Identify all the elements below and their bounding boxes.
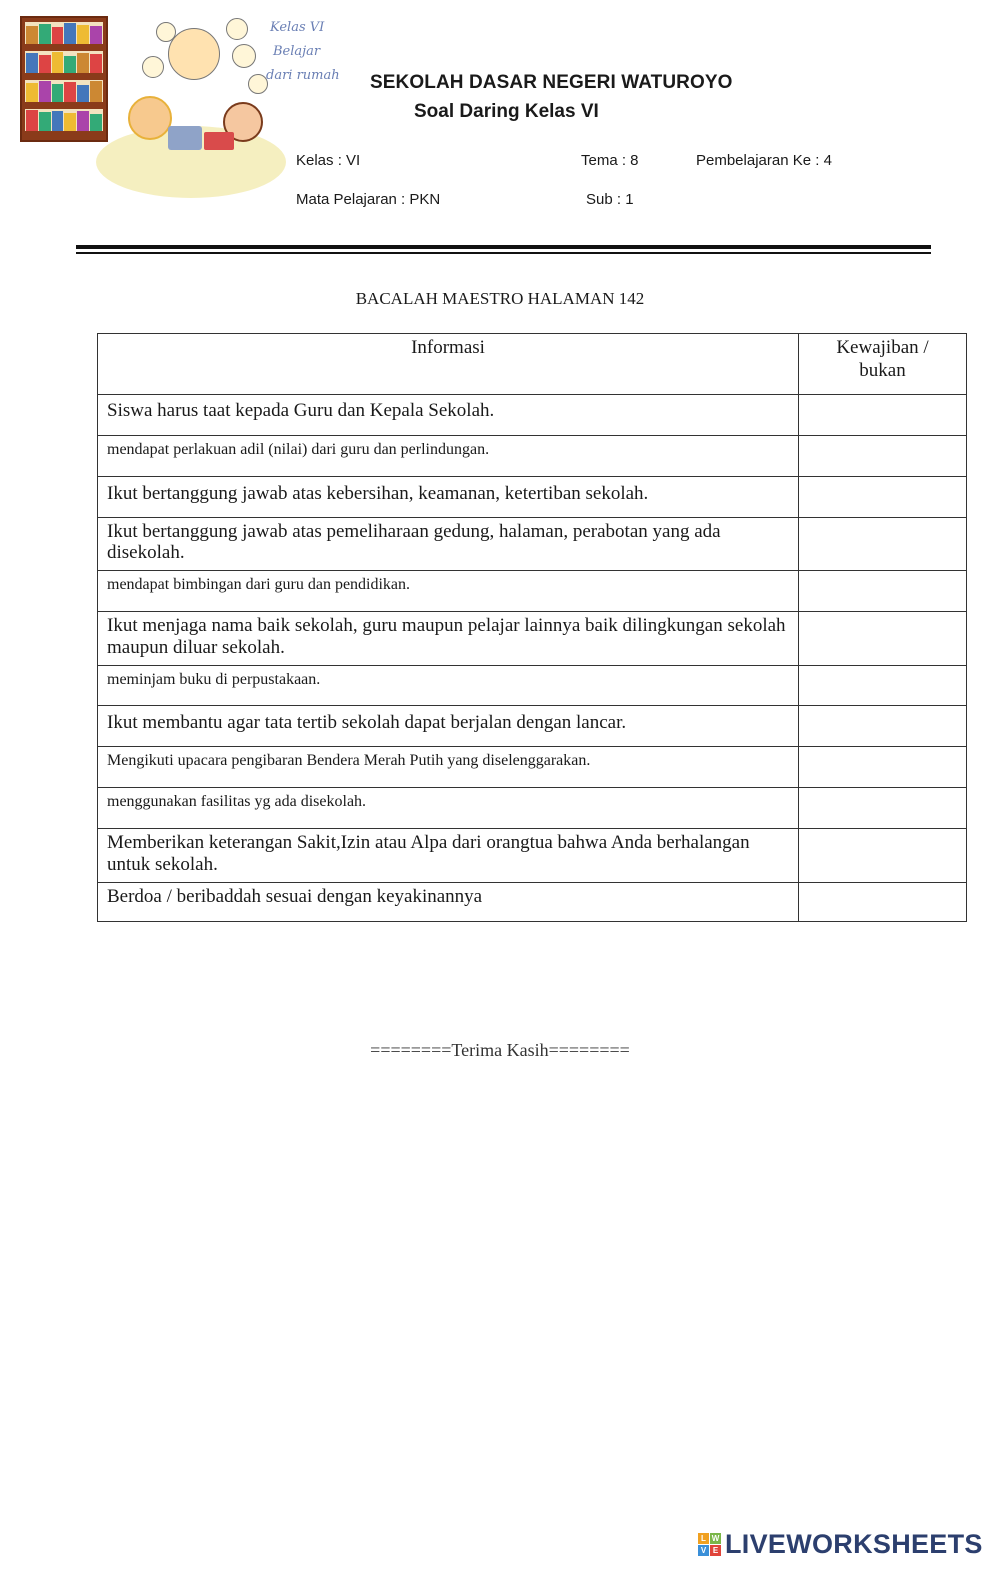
laptop-icon [168, 126, 202, 150]
table-header-row [98, 334, 967, 395]
tema-label: Tema : 8 [581, 152, 639, 169]
statement-cell: Ikut membantu agar tata tertib sekolah dapat berjalan dengan lancar. [98, 706, 799, 747]
kelas-label: Kelas : VI [296, 152, 361, 169]
table-row [98, 829, 967, 883]
table-row [98, 883, 967, 922]
answer-cell[interactable] [799, 571, 967, 612]
answer-cell[interactable] [799, 395, 967, 436]
table-row [98, 747, 967, 788]
bookshelf-icon [20, 16, 108, 142]
mapel-label: Mata Pelajaran : PKN [296, 191, 441, 208]
statement-cell: Ikut bertanggung jawab atas pemeliharaan gedung, halaman, perabotan yang ada disekolah. [98, 518, 799, 571]
emoji-icon [232, 44, 256, 68]
brand-name: LIVEWORKSHEETS [725, 1529, 983, 1559]
answer-cell[interactable] [799, 788, 967, 829]
header-illustration [18, 8, 353, 200]
worksheet-table [97, 333, 967, 922]
statement-cell: mendapat perlakuan adil (nilai) dari guru dan perlindungan. [98, 436, 799, 477]
table-row [98, 477, 967, 518]
liveworksheets-icon: L W V E [698, 1533, 721, 1556]
sub-label: Sub : 1 [586, 191, 634, 208]
table-row [98, 612, 967, 666]
answer-cell[interactable] [799, 883, 967, 922]
statement-cell: Berdoa / beribaddah sesuai dengan keyakinannya [98, 883, 799, 922]
answer-cell[interactable] [799, 829, 967, 883]
emoji-icon [142, 56, 164, 78]
statement-cell: Siswa harus taat kepada Guru dan Kepala Sekolah. [98, 395, 799, 436]
logo-caption: Kelas VI Belajar dari rumah [266, 20, 340, 83]
pembelajaran-label: Pembelajaran Ke : 4 [696, 152, 832, 169]
header-kewajiban: Kewajiban / bukan [799, 334, 967, 395]
table-row [98, 518, 967, 571]
answer-cell[interactable] [799, 612, 967, 666]
table-row [98, 706, 967, 747]
statement-cell: Ikut bertanggung jawab atas kebersihan, keamanan, ketertiban sekolah. [98, 477, 799, 518]
header-informasi: Informasi [98, 334, 799, 395]
closing-text: ========Terima Kasih======== [370, 1040, 630, 1060]
table-row [98, 788, 967, 829]
statement-cell: Mengikuti upacara pengibaran Bendera Merah Putih yang diselenggarakan. [98, 747, 799, 788]
statement-cell: meminjam buku di perpustakaan. [98, 666, 799, 706]
table-row [98, 571, 967, 612]
statement-cell: Ikut menjaga nama baik sekolah, guru maupun pelajar lainnya baik dilingkungan sekolah maupun diluar sekolah. [98, 612, 799, 666]
instruction: BACALAH MAESTRO HALAMAN 142 [355, 289, 645, 308]
emoji-icon [226, 18, 248, 40]
header-divider [76, 245, 931, 249]
teacher-avatar-icon [168, 28, 220, 80]
answer-cell[interactable] [799, 666, 967, 706]
answer-cell[interactable] [799, 706, 967, 747]
boy-student-icon [128, 96, 172, 140]
worksheet-subtitle: Soal Daring Kelas VI [414, 101, 599, 122]
table-row [98, 395, 967, 436]
answer-cell[interactable] [799, 747, 967, 788]
emoji-icon [248, 74, 268, 94]
answer-cell[interactable] [799, 477, 967, 518]
books-icon [204, 132, 234, 150]
answer-cell[interactable] [799, 436, 967, 477]
statement-cell: mendapat bimbingan dari guru dan pendidikan. [98, 571, 799, 612]
emoji-icon [156, 22, 176, 42]
liveworksheets-logo [698, 1529, 983, 1560]
school-name: SEKOLAH DASAR NEGERI WATUROYO [370, 72, 733, 93]
statement-cell: menggunakan fasilitas yg ada disekolah. [98, 788, 799, 829]
table-row [98, 666, 967, 706]
table-row [98, 436, 967, 477]
answer-cell[interactable] [799, 518, 967, 571]
statement-cell: Memberikan keterangan Sakit,Izin atau Alpa dari orangtua bahwa Anda berhalangan untuk sekolah. [98, 829, 799, 883]
header-divider-thin [76, 252, 931, 254]
